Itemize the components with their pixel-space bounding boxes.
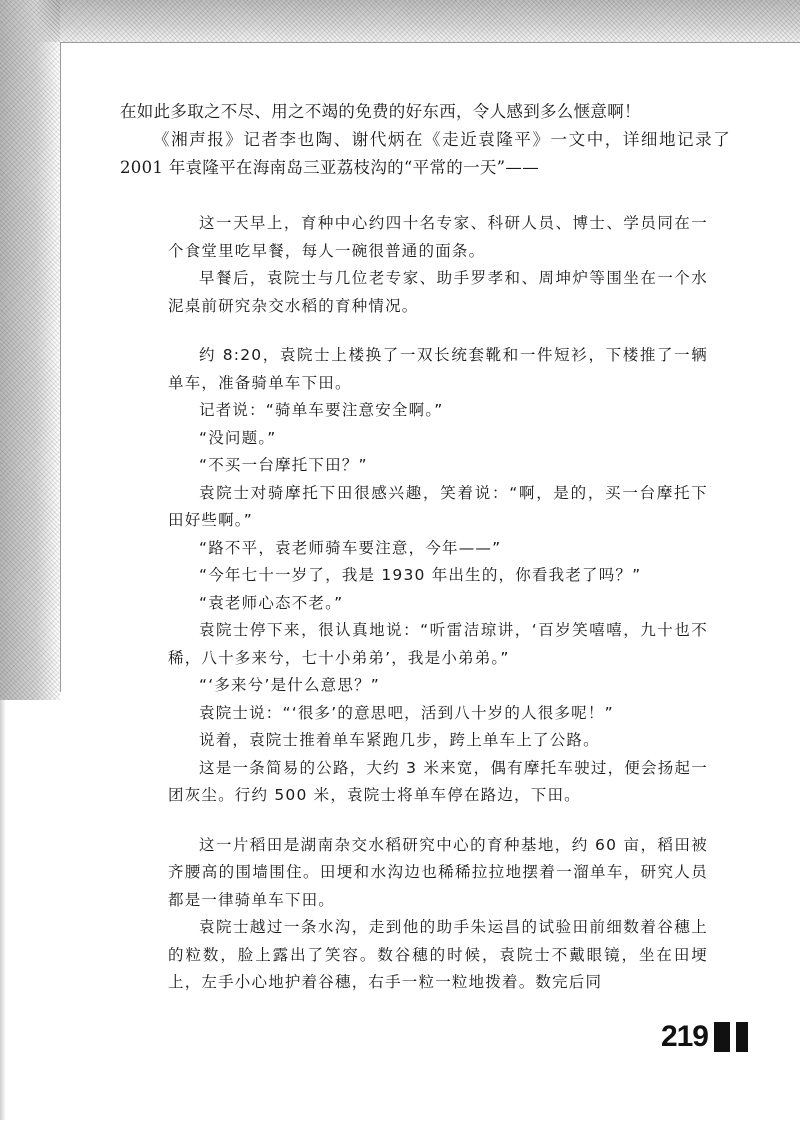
page-number	[661, 1020, 748, 1054]
excerpt-paragraph: 这是一条简易的公路，大约 3 米来宽，偶有摩托车驶过，便会扬起一团灰尘。行约 500 米，袁院士将单车停在路边，下田。	[168, 758, 708, 804]
excerpt-paragraph: “路不平，袁老师骑车要注意，今年——”	[199, 538, 502, 557]
page-marker-block	[736, 1022, 748, 1052]
quoted-excerpt	[168, 210, 708, 997]
excerpt-paragraph: 记者说：“骑单车要注意安全啊。”	[199, 401, 444, 419]
intro-text	[120, 98, 730, 182]
excerpt-paragraph: 袁院士说：“‘很多’的意思吧，活到八十岁的人很多呢！”	[199, 703, 614, 722]
excerpt-paragraph: 袁院士越过一条水沟，走到他的助手朱运昌的试验田前细数着谷穗上的粒数，脸上露出了笑容。数谷穗的时候，袁院士不戴眼镜，坐在田埂上，左手小心地护着谷穗，右手一粒一粒地拨着。数完后同	[168, 918, 708, 991]
excerpt-paragraph: 这一片稻田是湖南杂交水稻研究中心的育种基地，约 60 亩，稻田被齐腰高的围墙围住。田埂和水沟边也稀稀拉拉地摆着一溜单车，研究人员都是一律骑单车下田。	[168, 835, 708, 909]
excerpt-paragraph: “袁老师心态不老。”	[199, 593, 344, 612]
excerpt-paragraph: “今年七十一岁了，我是 1930 年出生的，你看我老了吗？”	[199, 566, 642, 584]
intro-line-2: 《湘声报》记者李也陶、谢代炳在《走近袁隆平》一文中，详细地记录了 2001 年袁隆平在海南岛三亚荔枝沟的“平常的一天”——	[120, 130, 730, 177]
excerpt-paragraph: 袁院士对骑摩托下田很感兴趣，笑着说：“啊，是的，买一台摩托下田好些啊。”	[168, 483, 708, 529]
excerpt-paragraph: 约 8:20，袁院士上楼换了一双长统套靴和一件短衫，下楼推了一辆单车，准备骑单车下田。	[168, 346, 708, 392]
excerpt-paragraph: 这一天早上，育种中心约四十名专家、科研人员、博士、学员同在一个食堂里吃早餐，每人一碗很普通的面条。	[168, 214, 708, 260]
scan-border-left	[0, 0, 60, 700]
scan-border-left-lower	[0, 700, 6, 1120]
excerpt-paragraph: 说着，袁院士推着单车紧跑几步，跨上单车上了公路。	[199, 731, 600, 749]
excerpt-paragraph: 早餐后，袁院士与几位老专家、助手罗孝和、周坤炉等围坐在一个水泥桌前研究杂交水稻的育种情况。	[168, 269, 708, 315]
page-edge-top	[60, 42, 800, 43]
page-edge-left	[60, 42, 61, 692]
excerpt-paragraph: “没问题。”	[199, 428, 277, 447]
excerpt-paragraph: 袁院士停下来，很认真地说：“听雷洁琼讲，‘百岁笑嘻嘻，九十也不稀，八十多来兮，七十小弟弟’，我是小弟弟。”	[168, 621, 708, 667]
page-number-text: 219	[660, 1020, 708, 1053]
intro-line-1: 在如此多取之不尽、用之不竭的免费的好东西，令人感到多么惬意啊！	[120, 102, 641, 121]
scan-border-top	[0, 0, 800, 42]
excerpt-paragraph: “不买一台摩托下田？”	[199, 456, 368, 474]
excerpt-paragraph: “‘多来兮’是什么意思？”	[199, 676, 381, 694]
page-marker-block	[714, 1022, 730, 1052]
